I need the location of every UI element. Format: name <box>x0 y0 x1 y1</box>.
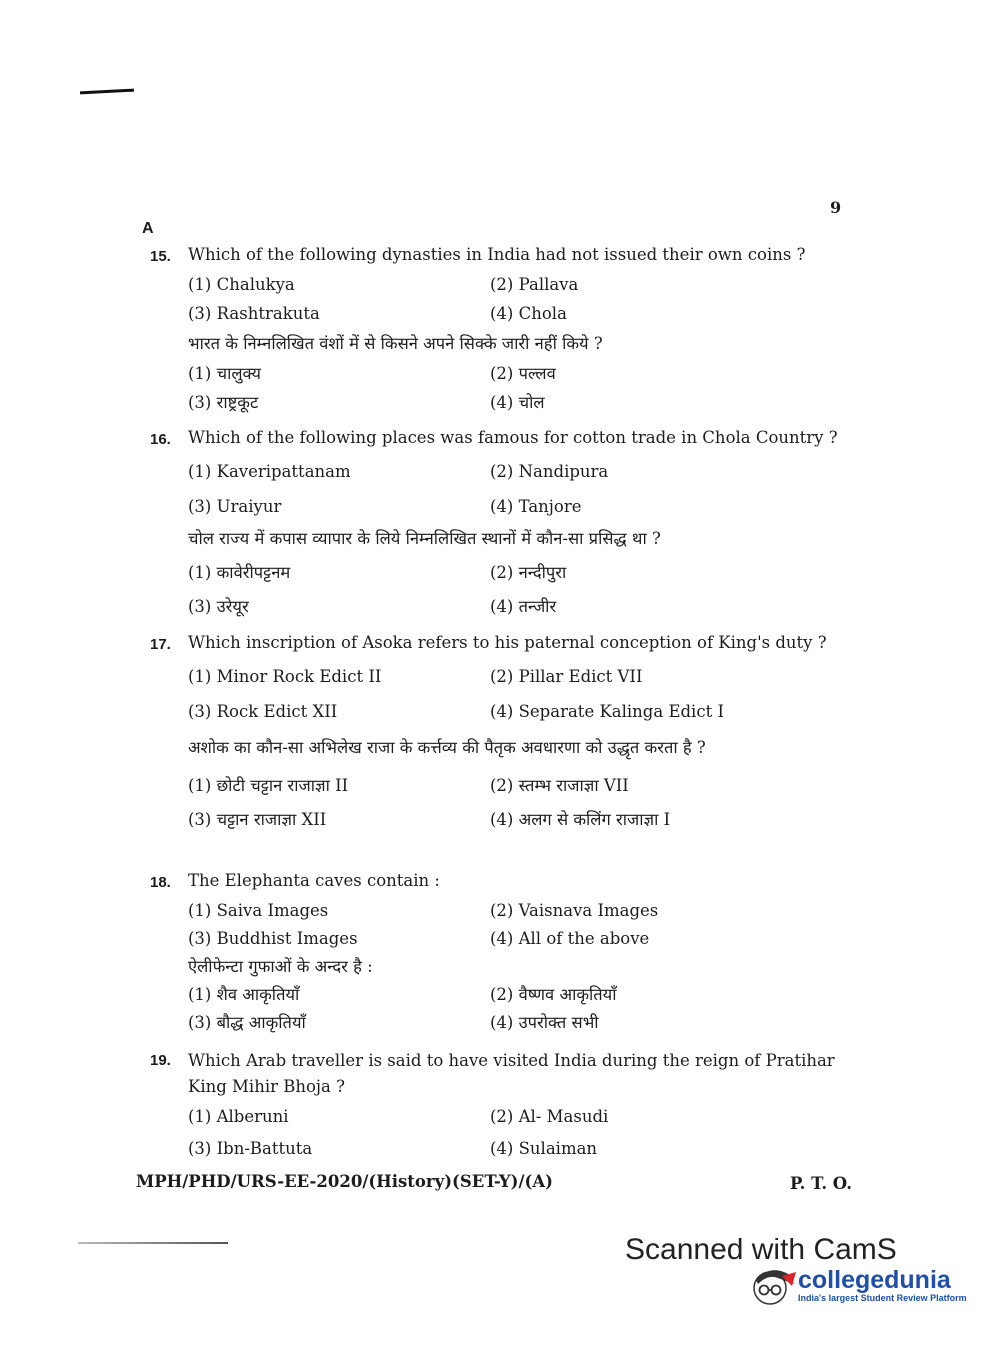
student-mascot-icon <box>748 1260 798 1310</box>
question-text-hi: भारत के निम्नलिखित वंशों में से किसने अपने सिक्के जारी नहीं किये ? <box>188 334 603 353</box>
option: (4) तन्जीर <box>490 597 557 616</box>
option: (1) छोटी चट्टान राजाज्ञा II <box>188 776 349 795</box>
logo-text <box>798 1267 967 1303</box>
scan-mark-top <box>80 89 134 95</box>
scan-mark-bottom <box>78 1242 228 1244</box>
option: (2) Nandipura <box>490 462 609 481</box>
options-en <box>188 1106 850 1160</box>
set-letter: A <box>142 220 154 237</box>
option: (3) Uraiyur <box>188 497 282 516</box>
option: (1) Alberuni <box>188 1107 289 1126</box>
option: (4) अलग से कलिंग राजाज्ञा I <box>490 810 671 829</box>
option: (1) Minor Rock Edict II <box>188 667 382 686</box>
question-15 <box>150 244 850 414</box>
option: (1) चालुक्य <box>188 364 261 383</box>
option: (2) नन्दीपुरा <box>490 563 567 582</box>
paper-code: MPH/PHD/URS-EE-2020/(History)(SET-Y)/(A) <box>136 1172 553 1191</box>
option: (2) पल्लव <box>490 364 556 383</box>
option: (2) वैष्णव आकृतियाँ <box>490 985 617 1004</box>
option: (4) All of the above <box>490 929 650 948</box>
brand-name: collegedunia <box>798 1266 951 1294</box>
question-text-hi: चोल राज्य में कपास व्यापार के लिये निम्नलिखित स्थानों में कौन-सा प्रसिद्ध था ? <box>188 529 661 548</box>
options-en <box>188 666 850 723</box>
option: (1) Kaveripattanam <box>188 462 351 481</box>
scanner-watermark: Scanned with CamS <box>625 1238 897 1262</box>
question-17 <box>150 632 850 831</box>
question-number: 17. <box>150 636 171 653</box>
question-16 <box>150 427 850 618</box>
option: (4) Chola <box>490 304 567 323</box>
options-en <box>188 461 850 518</box>
question-19 <box>150 1048 850 1160</box>
option: (2) Pallava <box>490 275 579 294</box>
option: (3) उरेयूर <box>188 597 249 616</box>
collegedunia-logo <box>748 1258 978 1312</box>
options-en <box>188 274 850 325</box>
question-text-hi: अशोक का कौन-सा अभिलेख राजा के कर्त्तव्य की पैतृक अवधारणा को उद्धृत करता है ? <box>188 738 706 757</box>
option: (1) कावेरीपट्टनम <box>188 563 291 582</box>
option: (4) Sulaiman <box>490 1139 598 1158</box>
option: (2) स्तम्भ राजाज्ञा VII <box>490 776 629 795</box>
option: (3) Buddhist Images <box>188 929 358 948</box>
option: (3) बौद्ध आकृतियाँ <box>188 1013 306 1032</box>
question-text-en: Which of the following dynasties in India had not issued their own coins ? <box>188 245 806 264</box>
page-number: 9 <box>830 198 842 217</box>
options-hi <box>188 775 850 831</box>
question-number: 18. <box>150 874 171 891</box>
option: (2) Pillar Edict VII <box>490 667 643 686</box>
option: (3) Rock Edict XII <box>188 702 338 721</box>
option: (4) Separate Kalinga Edict I <box>490 702 724 721</box>
option: (4) Tanjore <box>490 497 582 516</box>
options-hi <box>188 363 850 414</box>
option: (1) शैव आकृतियाँ <box>188 985 300 1004</box>
option: (1) Saiva Images <box>188 901 329 920</box>
options-hi <box>188 984 850 1034</box>
question-number: 16. <box>150 431 171 448</box>
question-text-en: Which of the following places was famous for cotton trade in Chola Country ? <box>188 428 838 447</box>
question-number: 19. <box>150 1052 171 1069</box>
option: (4) उपरोक्त सभी <box>490 1013 599 1032</box>
question-text-en: The Elephanta caves contain : <box>188 871 440 890</box>
options-en <box>188 900 850 950</box>
option: (4) चोल <box>490 393 545 412</box>
question-number: 15. <box>150 248 171 265</box>
option: (1) Chalukya <box>188 275 295 294</box>
option: (3) Rashtrakuta <box>188 304 320 323</box>
option: (2) Vaisnava Images <box>490 901 659 920</box>
question-text-en: Which Arab traveller is said to have visited India during the reign of Pratihar King Mihir Bhoja ? <box>188 1051 835 1096</box>
options-hi <box>188 562 850 618</box>
question-text-hi: ऐलीफेन्टा गुफाओं के अन्दर है : <box>188 957 373 976</box>
option: (3) राष्ट्रकूट <box>188 393 259 412</box>
option: (2) Al- Masudi <box>490 1107 609 1126</box>
option: (3) चट्टान राजाज्ञा XII <box>188 810 327 829</box>
question-18 <box>150 870 850 1034</box>
option: (3) Ibn-Battuta <box>188 1139 313 1158</box>
question-text-en: Which inscription of Asoka refers to his paternal conception of King's duty ? <box>188 633 827 652</box>
pto-label: P. T. O. <box>790 1174 852 1193</box>
brand-tagline: India's largest Student Review Platform <box>798 1293 967 1303</box>
